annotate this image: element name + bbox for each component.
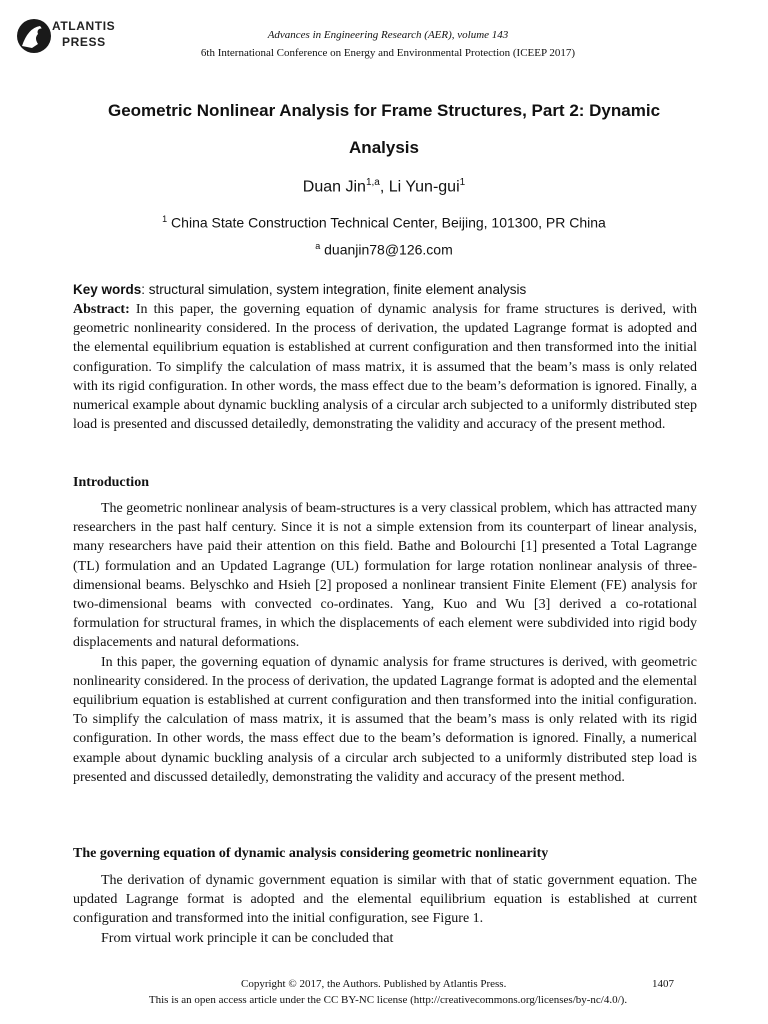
abstract-label: Abstract: bbox=[73, 302, 130, 317]
affiliation-mark: 1 bbox=[162, 214, 168, 224]
affiliation bbox=[0, 214, 768, 231]
affiliation-text: China State Construction Technical Center, Beijing, 101300, PR China bbox=[167, 214, 606, 231]
author-1: Duan Jin bbox=[302, 178, 366, 196]
section-heading-introduction: Introduction bbox=[73, 475, 149, 490]
email-mark: a bbox=[315, 241, 321, 251]
introduction-paragraph-1: The geometric nonlinear analysis of beam-structures is a very classical problem, which has attracted many researchers in the past half century. Since it is not a simple extension from its counterpart of linear analysis, many researchers have paid their attention on this field. Bathe and Bolourchi [1] presented a Total Lagrange (TL) formulation and an Updated Lagrange (UL) formulation for large rotation nonlinear analysis of three-dimensional beams. Belyschko and Hsieh [2] proposed a nonlinear transient Finite Element (FE) analysis for two-dimensional beams with convected co-ordinates. Yang, Kuo and Wu [3] derived a co-rotational formulation for structural frames, in which the displacements of each element were subdivided into rigid body displacements and natural deformations. bbox=[73, 501, 697, 651]
license-notice: This is an open access article under the CC BY-NC license (http://creativecommons.org/licenses/by-nc/4.0/). bbox=[148, 994, 628, 1006]
governing-paragraph-2: From virtual work principle it can be concluded that bbox=[101, 930, 394, 946]
introduction-paragraph-2: In this paper, the governing equation of dynamic analysis for frame structures is derived, with geometric nonlinearity considered. In the process of derivation, the updated Lagrange format is adopted and the elemental equilibrium equation is established at current configuration and then transformed into the initial configuration. To simplify the calculation of mass matrix, it is assumed that the beam’s mass is only related with its rigid configuration. In other words, the mass effect due to the beam’s deformation is ignored. Finally, a numerical example about dynamic buckling analysis of a circular arch subjected to a uniformly distributed step load is presented and discussed detailedly, demonstrating the validity and accuracy of the present method. bbox=[73, 654, 697, 785]
logo-line2: PRESS bbox=[62, 35, 106, 49]
section-heading-governing-equation: The governing equation of dynamic analysis considering geometric nonlinearity bbox=[73, 846, 549, 861]
logo-line1: ATLANTIS bbox=[52, 19, 116, 33]
copyright-notice: Copyright © 2017, the Authors. Published by Atlantis Press. bbox=[241, 978, 507, 990]
keywords-text: : structural simulation, system integration, finite element analysis bbox=[141, 282, 527, 297]
conference-header: 6th International Conference on Energy and Environmental Protection (ICEEP 2017) bbox=[200, 47, 576, 59]
author-2-affiliation-mark: 1 bbox=[459, 177, 466, 188]
page-number: 1407 bbox=[652, 978, 674, 990]
author-1-affiliation-mark: 1,a bbox=[365, 177, 380, 188]
author-line bbox=[0, 177, 768, 196]
author-email bbox=[0, 241, 768, 258]
abstract-text: In this paper, the governing equation of dynamic analysis for frame structures is derived, with geometric nonlinearity considered. In the process of derivation, the updated Lagrange format is adopted and the elemental equilibrium equation is established at current configuration and then transformed into the initial configuration. To simplify the calculation of mass matrix, it is assumed that the beam’s mass is only related with its rigid configuration. In other words, the mass effect due to the beam’s deformation is ignored. Finally, a numerical example about dynamic buckling analysis of a circular arch subjected to a uniformly distributed step load is presented and discussed detailedly, demonstrating the validity and accuracy of the present method. bbox=[73, 302, 697, 433]
author-separator: , bbox=[379, 178, 389, 196]
series-header: Advances in Engineering Research (AER), volume 143 bbox=[267, 29, 509, 41]
email-text: duanjin78@126.com bbox=[320, 241, 453, 258]
introduction-body bbox=[73, 499, 697, 787]
paper-title: Geometric Nonlinear Analysis for Frame Structures, Part 2: Dynamic Analysis bbox=[107, 101, 661, 157]
governing-paragraph-1: The derivation of dynamic government equation is similar with that of static government equation. The updated Lagrange format is adopted and the elemental equilibrium equation is established at current configuration and transformed into the initial configuration, see Figure 1. bbox=[73, 873, 697, 927]
keywords-label: Key words bbox=[73, 282, 142, 297]
keywords bbox=[73, 282, 526, 297]
abstract bbox=[73, 300, 697, 434]
author-2: Li Yun-gui bbox=[388, 178, 460, 196]
governing-equation-body bbox=[73, 871, 697, 948]
